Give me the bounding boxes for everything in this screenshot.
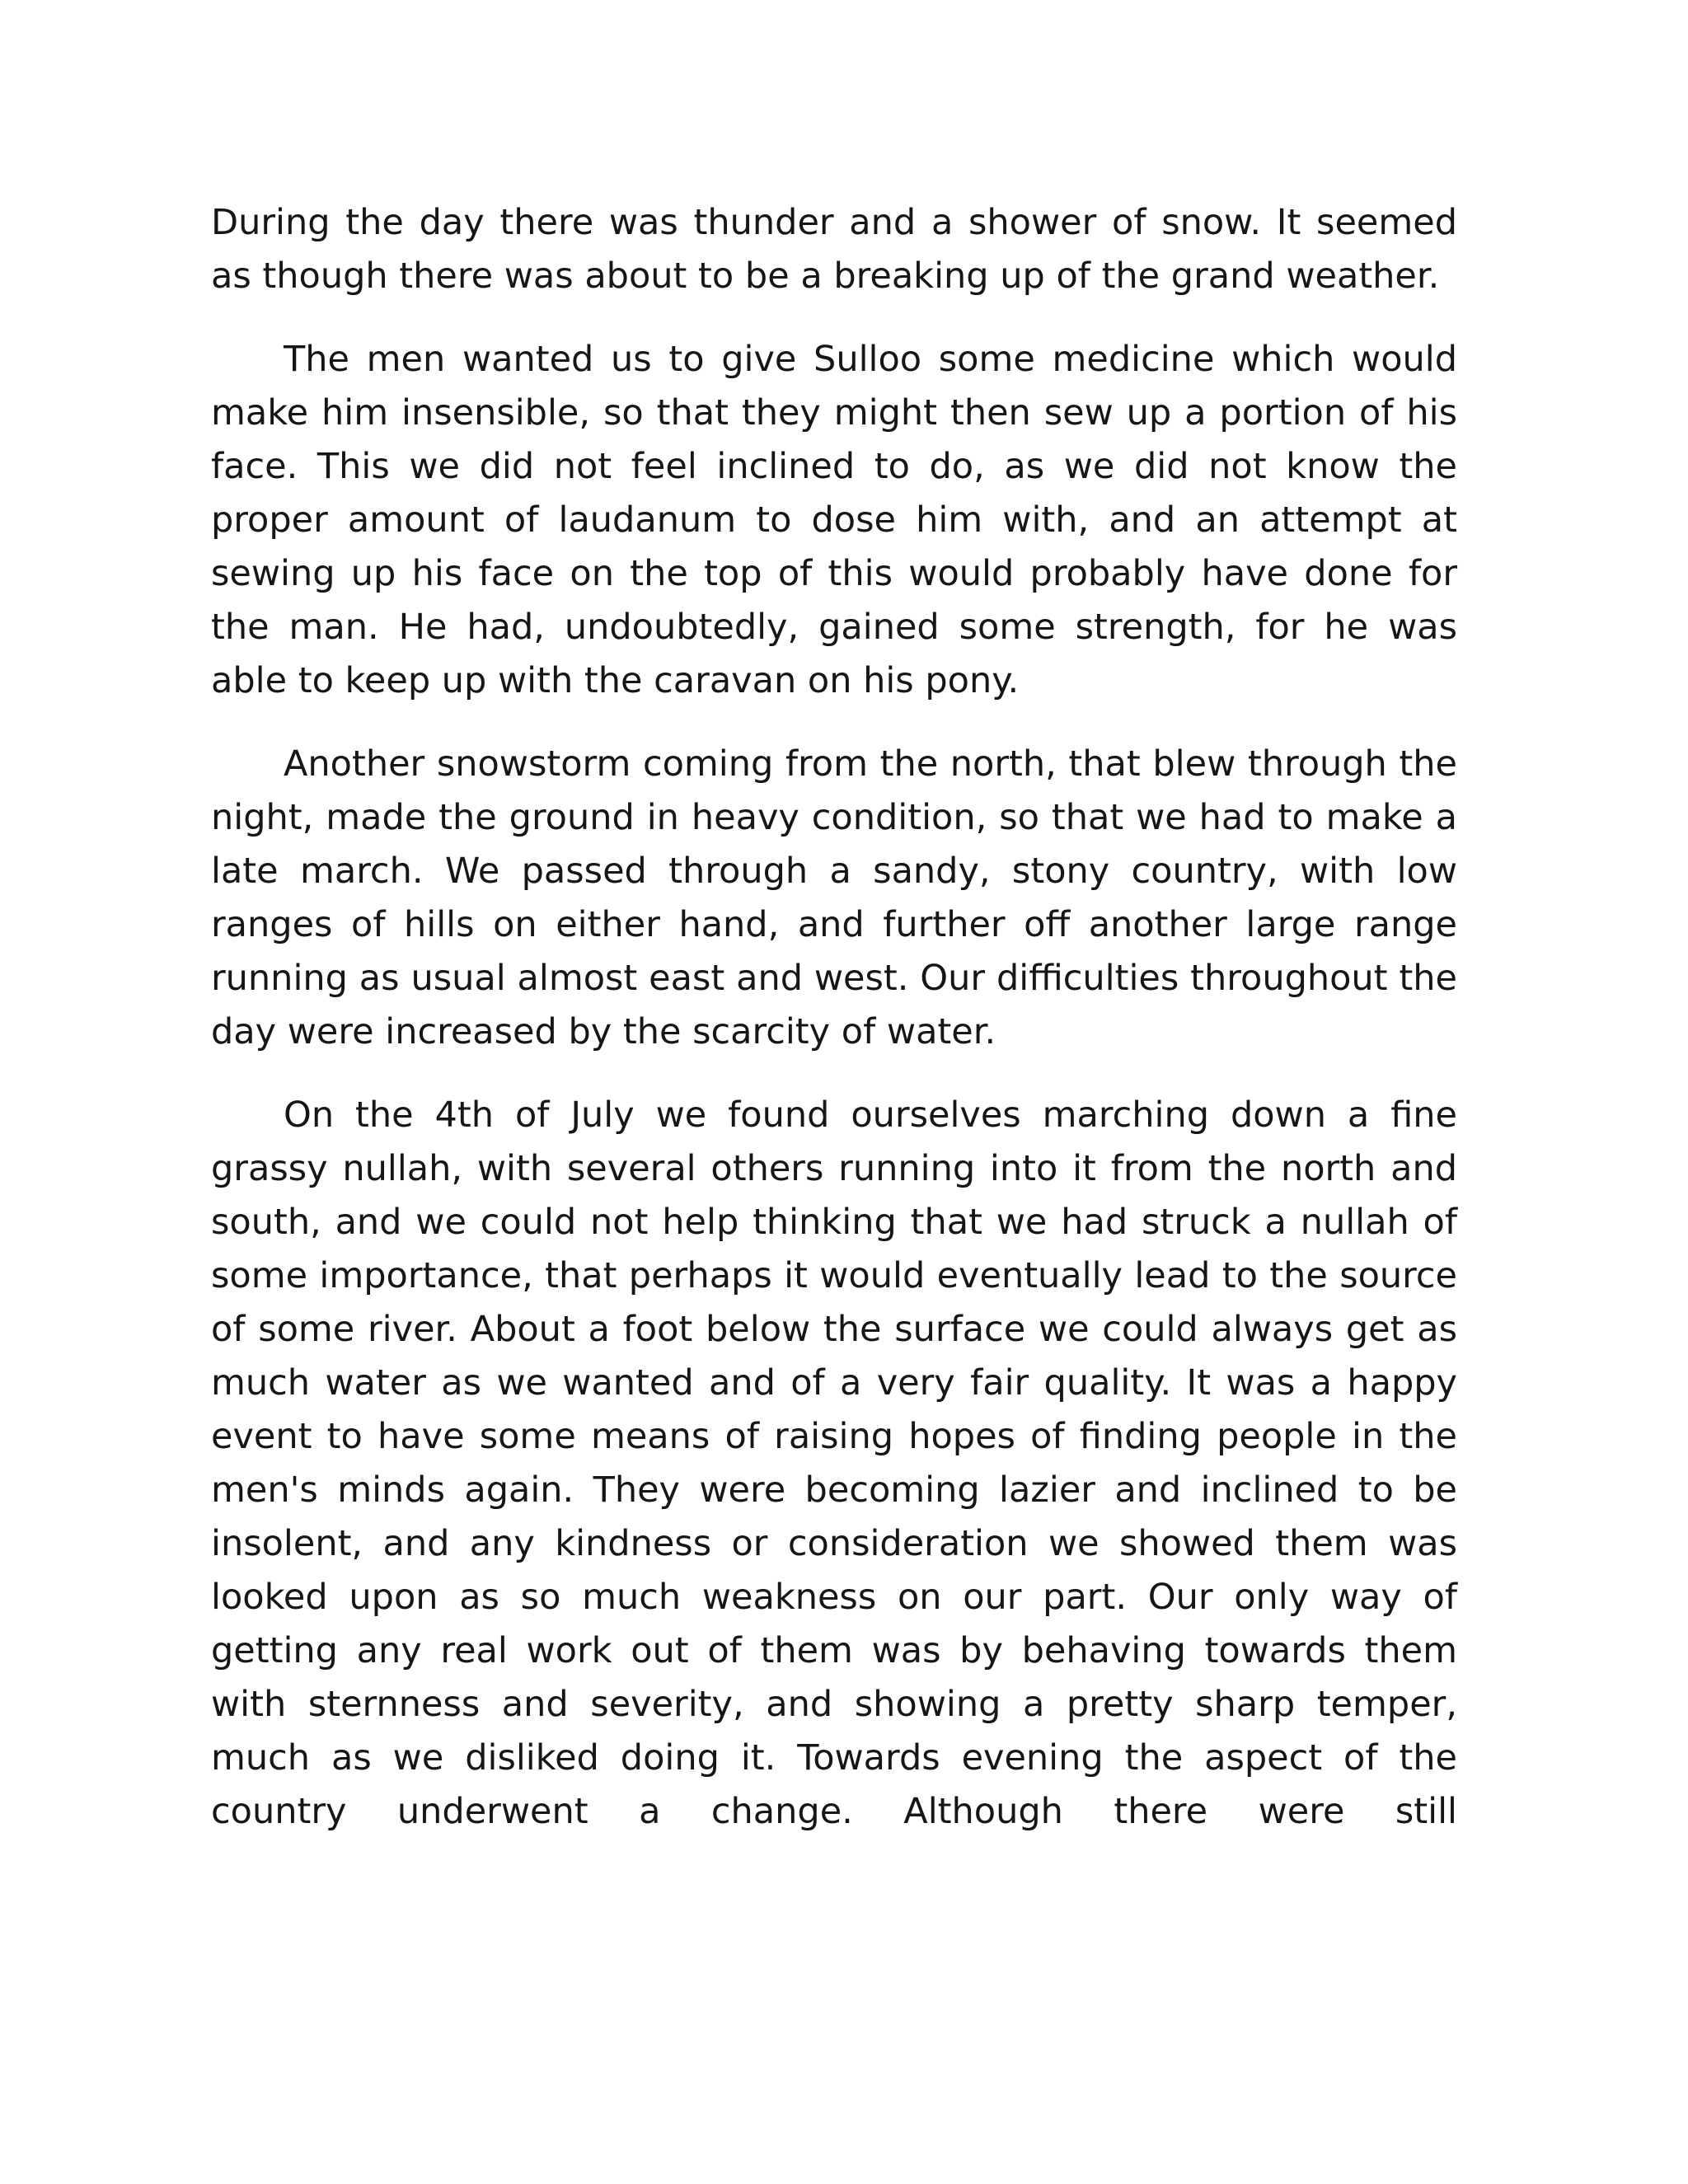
paragraph-1: During the day there was thunder and a shower of snow. It seemed as though there was about to be a breaking up of the grand weather. bbox=[211, 202, 1457, 297]
paragraph-3: Another snowstorm coming from the north, that blew through the night, made the ground in heavy condition, so that we had to make a late march. We passed through a sandy, stony country, with low ranges of hills on either hand, and further off another large range running as usual almost east and west. Our difficulties throughout the day were increased by the scarcity of water. bbox=[211, 743, 1457, 1052]
paragraph-2: The men wanted us to give Sulloo some medicine which would make him insensible, so that they might then sew up a portion of his face. This we did not feel inclined to do, as we did not know the proper amount of laudanum to dose him with, and an attempt at sewing up his face on the top of this would probably have done for the man. He had, undoubtedly, gained some strength, for he was able to keep up with the caravan on his pony. bbox=[211, 339, 1457, 701]
paragraph-4: On the 4th of July we found ourselves marching down a fine grassy nullah, with several others running into it from the north and south, and we could not help thinking that we had struck a nullah of some importance, that perhaps it would eventually lead to the source of some river. About a foot below the surface we could always get as much water as we wanted and of a very fair quality. It was a happy event to have some means of raising hopes of finding people in the men's minds again. They were becoming lazier and inclined to be insolent, and any kindness or consideration we showed them was looked upon as so much weakness on our part. Our only way of getting any real work out of them was by behaving towards them with sternness and severity, and showing a pretty sharp temper, much as we disliked doing it. Towards evening the aspect of the country underwent a change. Although there were still bbox=[211, 1094, 1457, 1832]
body-text bbox=[211, 196, 1457, 1839]
